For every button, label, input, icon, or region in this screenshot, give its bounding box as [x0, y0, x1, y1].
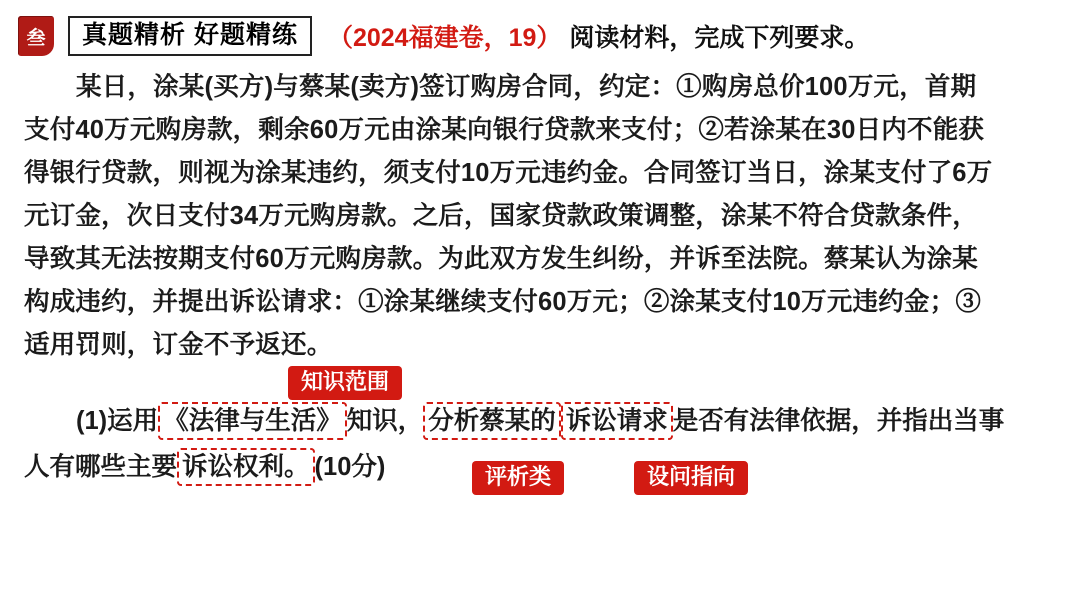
highlight-litigation-rights: 诉讼权利。 [177, 448, 315, 486]
highlight-question-focus: 诉讼请求 [561, 402, 673, 440]
question-number: (1) [76, 407, 108, 435]
passage-body [24, 66, 1056, 367]
passage-line-text: 得银行贷款，则视为涂某违约，须支付10万元违约金。合同签订当日，涂某支付了6万 [24, 159, 993, 187]
passage-line-text: 构成违约，并提出诉讼请求：①涂某继续支付60万元；②涂某支付10万元违约金；③ [24, 288, 982, 316]
question-score: (10分) [314, 453, 386, 481]
question-text-part3: 是否有法律依据，并指出当事 [672, 407, 1005, 435]
annotation-question-direction: 设问指向 [634, 461, 748, 495]
section-seal-badge: 叁 [18, 16, 54, 56]
highlight-knowledge-scope: 《法律与生活》 [158, 402, 347, 440]
passage-line [24, 152, 1056, 195]
passage-line [24, 281, 1056, 324]
passage-line-text: 元订金，次日支付34万元购房款。之后，国家贷款政策调整，涂某不符合贷款条件， [24, 202, 978, 230]
highlight-analysis-verb: 分析蔡某的 [423, 402, 561, 440]
question-text-part1: 运用 [107, 407, 159, 435]
page-title: 真题精析 好题精练 [68, 16, 312, 57]
annotation-question-type: 评析类 [472, 461, 564, 495]
passage-line [24, 324, 1056, 367]
question-line2-prefix: 人有哪些主要 [24, 453, 178, 481]
passage-line [24, 238, 1056, 281]
passage-line [24, 66, 1056, 109]
passage-line-text: 某日，涂某(买方)与蔡某(卖方)签订购房合同，约定：①购房总价100万元，首期 [76, 73, 977, 101]
exam-source-label: （2024福建卷，19） [327, 24, 562, 52]
question-text-part2: 知识， [346, 407, 424, 435]
passage-line-text: 导致其无法按期支付60万元购房款。为此双方发生纠纷，并诉至法院。蔡某认为涂某 [24, 245, 978, 273]
passage-line-text: 适用罚则，订金不予返还。 [24, 331, 333, 359]
task-instruction: 阅读材料，完成下列要求。 [569, 24, 870, 52]
passage-line-text: 支付40万元购房款，剩余60万元由涂某向银行贷款来支付；②若涂某在30日内不能获 [24, 116, 985, 144]
question-line-1 [24, 398, 1056, 444]
passage-line [24, 195, 1056, 238]
annotation-knowledge-scope: 知识范围 [288, 366, 402, 400]
passage-line [24, 109, 1056, 152]
slide-header [18, 14, 1070, 58]
